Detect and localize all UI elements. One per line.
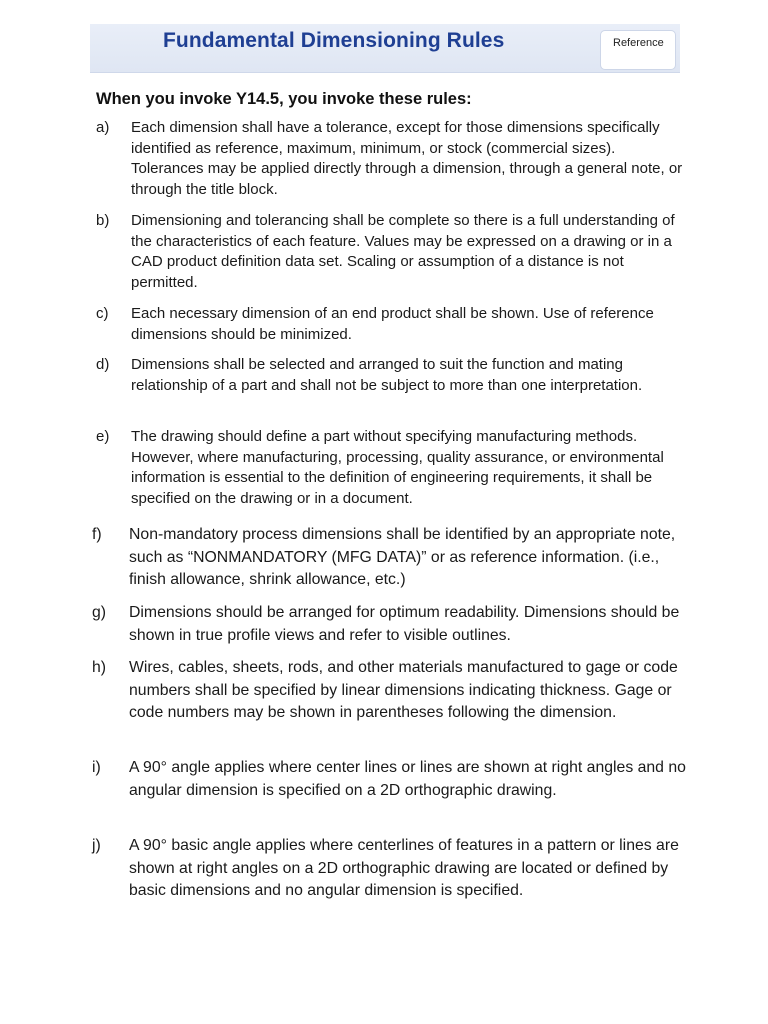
rule-letter: d) [96,356,110,373]
rule-text: Dimensioning and tolerancing shall be complete so there is a full understanding of the characteristics of each feature. Values may be expressed on a drawing or in a CAD product definition data set. Scaling or assumption of a distance is not permitted. [131,212,675,292]
page-title: Fundamental Dimensioning Rules [163,29,505,52]
rule-letter: f) [92,526,102,543]
rule-text: Dimensions should be arranged for optimum readability. Dimensions should be shown in true profile views and refer to visible outlines. [129,604,680,644]
rule-letter: e) [96,428,110,445]
rule-text: Each dimension shall have a tolerance, except for those dimensions specifically identified as reference, maximum, minimum, or stock (commercial sizes). Tolerances may be applied directly through a dimension, through a general note, or through the title block. [131,119,683,199]
rule-text: A 90° basic angle applies where centerlines of features in a pattern or lines are shown at right angles on a 2D orthographic drawing are located or defined by basic dimensions and no angular dimension is specified. [129,837,679,899]
rule-letter: b) [96,212,110,229]
rule-letter: i) [92,759,101,776]
rule-text: The drawing should define a part without specifying manufacturing methods. However, where manufacturing, processing, quality assurance, or environmental information is essential to the definition of engineering requirements, it shall be specified on the drawing or in a document. [131,428,664,508]
rule-letter: a) [96,119,110,136]
rule-text: Wires, cables, sheets, rods, and other materials manufactured to gage or code numbers shall be specified by linear dimensions indicating thickness. Gage or code numbers may be shown in parentheses following the dimension. [129,659,678,721]
rule-letter: c) [96,305,109,322]
rule-text: A 90° angle applies where center lines or lines are shown at right angles and no angular dimension is specified on a 2D orthographic drawing. [129,759,686,799]
reference-tab-label: Reference [613,37,664,49]
intro-heading: When you invoke Y14.5, you invoke these rules: [96,90,472,108]
reference-tab[interactable] [600,30,676,70]
rule-letter: h) [92,659,107,676]
rule-letter: j) [92,837,101,854]
rule-text: Each necessary dimension of an end product shall be shown. Use of reference dimensions should be minimized. [131,305,654,343]
rule-text: Non-mandatory process dimensions shall be identified by an appropriate note, such as “NONMANDATORY (MFG DATA)” or as reference information. (i.e., finish allowance, shrink allowance, etc.) [129,526,676,588]
rule-text: Dimensions shall be selected and arranged to suit the function and mating relationship of a part and shall not be subject to more than one interpretation. [131,356,643,394]
rule-letter: g) [92,604,107,621]
